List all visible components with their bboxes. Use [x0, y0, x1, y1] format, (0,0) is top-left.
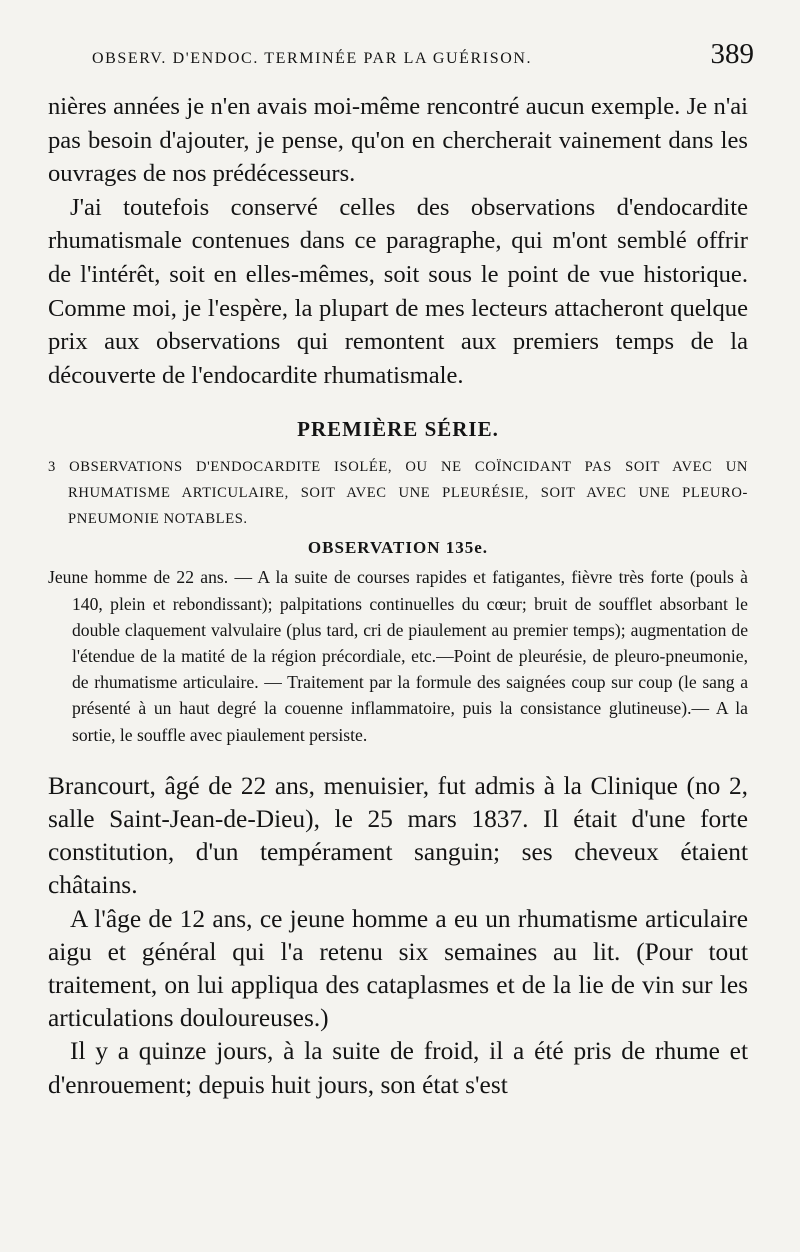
intro-paragraph-2: J'ai toutefois conservé celles des observations d'endocardite rhumatismale contenues dans ce paragraphe, qui m'ont semblé offrir de l'intérêt, soit en elles-mêmes, soit sous le point de vue historique. Comme moi, je l'espère, la plupart de mes lecteurs attacheront quelque prix aux observations qui remontent aux premiers temps de la découverte de l'endocardite rhumatismale.: [48, 193, 748, 389]
case-paragraph-2: A l'âge de 12 ans, ce jeune homme a eu un rhumatisme articulaire aigu et général qui l'a retenu six semaines au lit. (Pour tout traitement, on lui appliqua des cataplasmes et de la lie de vin sur les articulations douloureuses.): [48, 904, 748, 1033]
running-head: [48, 38, 754, 90]
running-title: OBSERV. D'ENDOC. TERMINÉE PAR LA GUÉRISON.: [92, 50, 533, 67]
case-paragraph-3: Il y a quinze jours, à la suite de froid, il a été pris de rhume et d'enrouement; depuis huit jours, son état s'est: [48, 1037, 748, 1099]
observation-summary: Jeune homme de 22 ans. — A la suite de courses rapides et fatigantes, fièvre très forte (pouls à 140, plein et rebondissant); palpitations continuelles du cœur; bruit de soufflet absorbant le double claquement valvulaire (plus tard, cri de piaulement au premier temps); augmentation de l'étendue de la matité de la région précordiale, etc.—Point de pleurésie, de pleuro-pneumonie, de rhumatisme articulaire. — Traitement par la formule des saignées coup sur coup (le sang a présenté à un haut degré la couenne inflammatoire, puis la consistance glutineuse).— A la sortie, le souffle avec piaulement persiste.: [48, 567, 748, 745]
case-paragraph-1: Brancourt, âgé de 22 ans, menuisier, fut admis à la Clinique (no 2, salle Saint-Jean-de-Dieu), le 25 mars 1837. Il était d'une forte constitution, d'un tempérament sanguin; ses cheveux étaient châtains.: [48, 771, 748, 900]
series-heading: PREMIÈRE SÉRIE.: [297, 417, 499, 442]
series-description: 3 OBSERVATIONS D'ENDOCARDITE ISOLÉE, OU NE COÏNCIDANT PAS SOIT AVEC UN RHUMATISME ARTICULAIRE, SOIT AVEC UNE PLEURÉSIE, SOIT AVEC UNE PLEURO-PNEUMONIE NOTABLES.: [48, 459, 748, 528]
page-number: 389: [710, 38, 754, 70]
case-history: [48, 770, 748, 1102]
observation-heading: OBSERVATION 135e.: [307, 538, 489, 558]
intro-paragraph-1: nières années je n'en avais moi-même rencontré aucun exemple. Je n'ai pas besoin d'ajouter, je pense, qu'on en chercherait vainement dans les ouvrages de nos prédécesseurs.: [48, 93, 748, 188]
